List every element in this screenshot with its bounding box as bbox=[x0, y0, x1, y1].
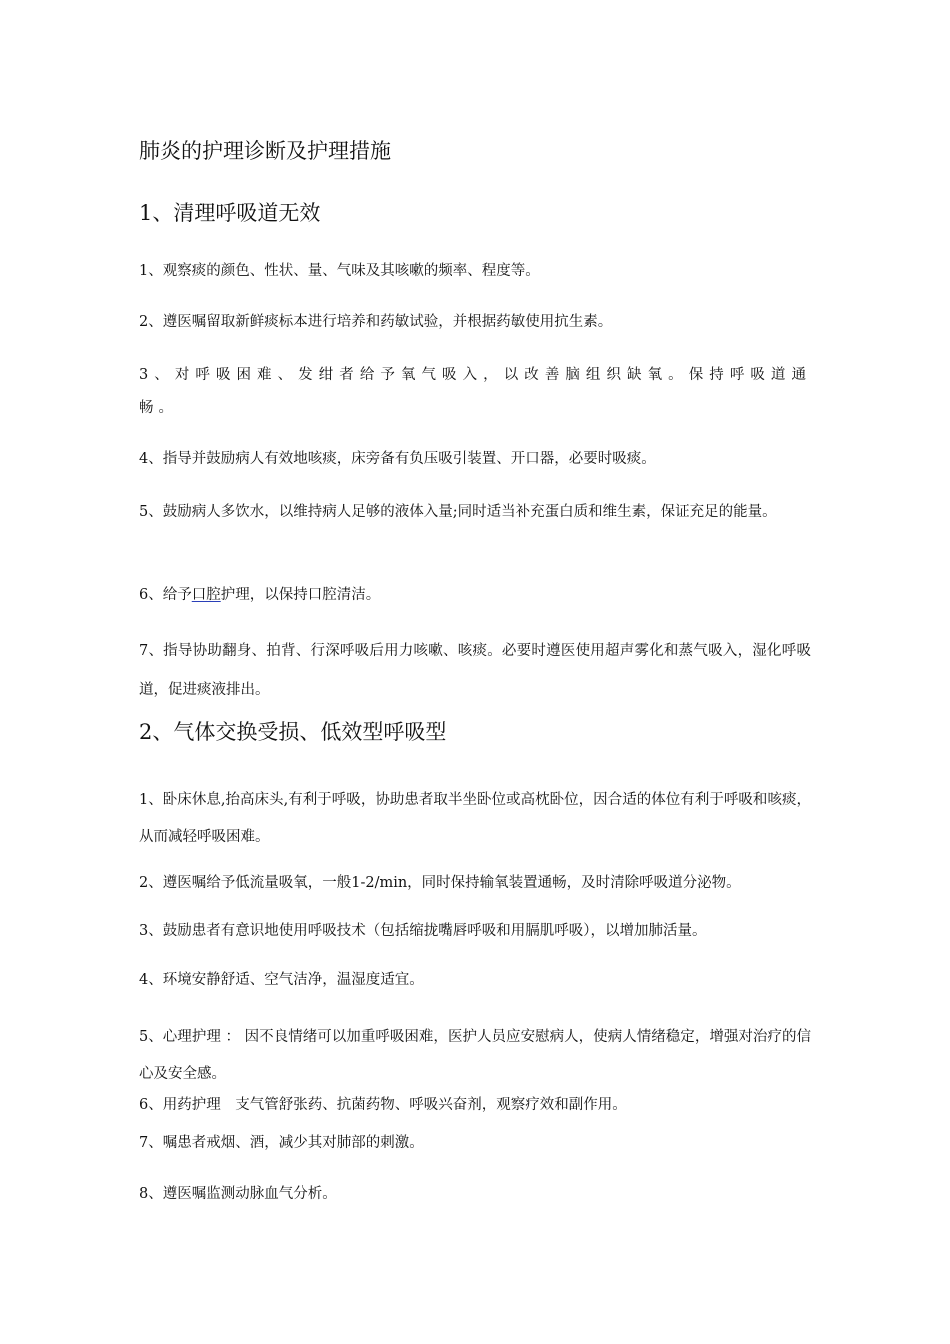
page-title: 肺炎的护理诊断及护理措施 bbox=[139, 139, 391, 163]
section-1-item-2: 2、遵医嘱留取新鲜痰标本进行培养和药敏试验，并根据药敏使用抗生素。 bbox=[139, 314, 613, 330]
section-2-item-3: 3、鼓励患者有意识地使用呼吸技术（包括缩拢嘴唇呼吸和用膈肌呼吸），以增加肺活量。 bbox=[139, 923, 707, 939]
section-1-item-3: 3、对呼吸困难、发绀者给予氧气吸入，以改善脑组织缺氧。保持呼吸道通畅。 bbox=[139, 367, 811, 416]
item-6-suffix: 护理，以保持口腔清洁。 bbox=[220, 587, 381, 603]
section-2-item-6: 6、用药护理 支气管舒张药、抗菌药物、呼吸兴奋剂，观察疗效和副作用。 bbox=[139, 1097, 627, 1113]
oral-care-link[interactable]: 口腔 bbox=[191, 587, 221, 603]
section-1-item-6 bbox=[139, 584, 811, 606]
section-heading-2: 2、气体交换受损、低效型呼吸型 bbox=[139, 720, 447, 744]
section-1-item-7: 7、指导协助翻身、拍背、行深呼吸后用力咳嗽、咳痰。必要时遵医使用超声雾化和蒸气吸入，湿化呼吸道，促进痰液排出。 bbox=[139, 643, 811, 698]
section-2-item-1: 1、卧床休息,抬高床头,有利于呼吸，协助患者取半坐卧位或高枕卧位，因合适的体位有利于呼吸和咳痰，从而减轻呼吸困难。 bbox=[139, 792, 811, 845]
section-2-item-8: 8、遵医嘱监测动脉血气分析。 bbox=[139, 1186, 337, 1202]
section-2-item-2: 2、遵医嘱给予低流量吸氧，一般1-2/min，同时保持输氧装置通畅，及时清除呼吸道分泌物。 bbox=[139, 875, 741, 891]
section-1-item-1: 1、观察痰的颜色、性状、量、气味及其咳嗽的频率、程度等。 bbox=[139, 263, 540, 279]
item-6-prefix: 6、给予 bbox=[139, 587, 192, 603]
section-2-item-4: 4、环境安静舒适、空气洁净，温湿度适宜。 bbox=[139, 972, 424, 988]
section-1-item-5: 5、鼓励病人多饮水，以维持病人足够的液体入量;同时适当补充蛋白质和维生素，保证充足的能量。 bbox=[139, 504, 777, 520]
section-2-item-7: 7、嘱患者戒烟、酒，减少其对肺部的刺激。 bbox=[139, 1135, 424, 1151]
section-1-item-4: 4、指导并鼓励病人有效地咳痰，床旁备有负压吸引装置、开口器，必要时吸痰。 bbox=[139, 451, 656, 467]
section-2-item-5: 5、心理护理 ： 因不良情绪可以加重呼吸困难，医护人员应安慰病人，使病人情绪稳定，增强对治疗的信心及安全感。 bbox=[139, 1029, 811, 1082]
section-heading-1: 1、清理呼吸道无效 bbox=[139, 201, 321, 225]
